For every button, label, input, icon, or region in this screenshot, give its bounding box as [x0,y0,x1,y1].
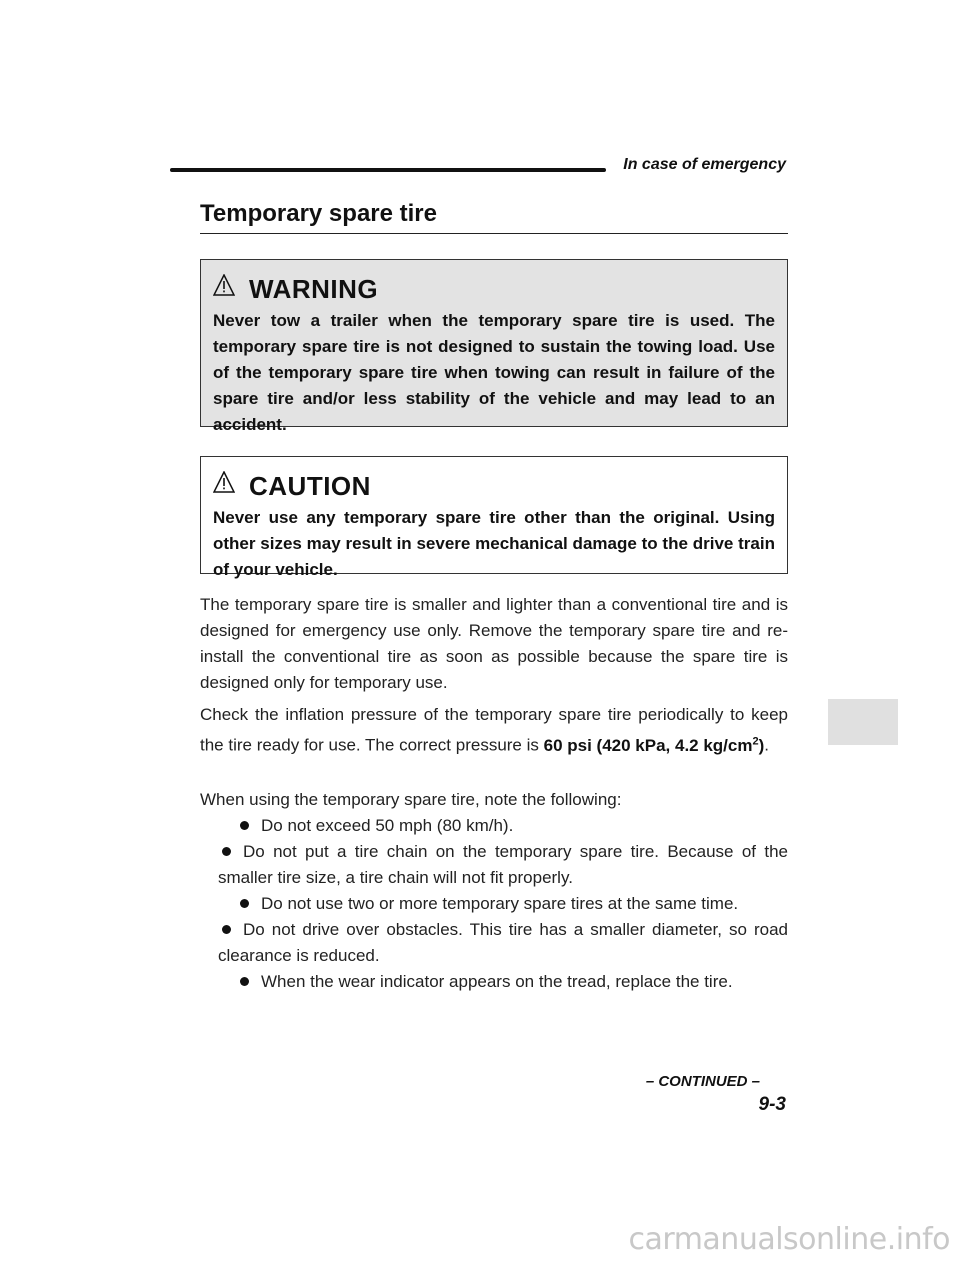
title-rule [200,233,788,234]
chapter-tab [828,699,898,745]
caution-header [213,467,775,499]
bullet-icon [222,847,231,856]
list-item: Do not use two or more temporary spare tires at the same time. [218,891,788,917]
continued-label: – CONTINUED – [645,1073,760,1090]
caution-box [200,456,788,579]
warning-text: Never tow a trailer when the temporary spare tire is used. The temporary spare tire is not designed to sustain the towing load. Use of the temporary spare tire when towing can result in failure of the spare tire and/or less stability of the vehicle and may lead to an accident. [213,311,775,434]
list-item: When the wear indicator appears on the tread, replace the tire. [218,969,788,995]
notes-list [218,813,788,995]
caution-heading: CAUTION [249,471,371,501]
list-item: Do not drive over obstacles. This tire has a smaller diameter, so road clearance is reduced. [218,920,788,965]
page-number: 9-3 [758,1094,786,1115]
bullet-icon [240,821,249,830]
body-paragraph-pressure: Check the inflation pressure of the temporary spare tire periodically to keep the tire ready for use. The correct pressure is 60 psi (420 kPa, 4.2 $kg/cm^2$). [200,705,788,755]
bullet-icon [240,977,249,986]
caution-text: Never use any temporary spare tire other than the original. Using other sizes may result in severe mechanical damage to the drive train of your vehicle. [213,508,775,579]
warning-header [213,270,775,302]
pressure-sentence: Check the inflation pressure of the temporary spare tire periodically to keep the tire ready for use. The correct pressure is [200,705,788,755]
page-title: Temporary spare tire [200,200,437,227]
warning-heading: WARNING [249,274,379,304]
bullet-icon [222,925,231,934]
list-item: Do not exceed 50 mph (80 km/h). [218,813,788,839]
header-rule [170,168,606,172]
watermark: carmanualsonline.info [628,1222,950,1257]
body-paragraph-notes: When using the temporary spare tire, note the following: [200,790,622,809]
warning-triangle-icon [213,274,235,296]
warning-triangle-icon [213,471,235,493]
list-item: Do not put a tire chain on the temporary spare tire. Because of the smaller tire size, a tire chain will not fit properly. [218,842,788,887]
pressure-value: 60 psi (420 kPa, 4.2 $kg/cm^2$) [543,735,765,755]
bullet-icon [240,899,249,908]
warning-box [200,259,788,434]
body-paragraph-intro: The temporary spare tire is smaller and lighter than a conventional tire and is designed for emergency use only. Remove the temporary spare tire and re-install the conventional tire as soon as possible because the spare tire is designed only for temporary use. [200,595,788,692]
section-label: In case of emergency [623,156,786,173]
